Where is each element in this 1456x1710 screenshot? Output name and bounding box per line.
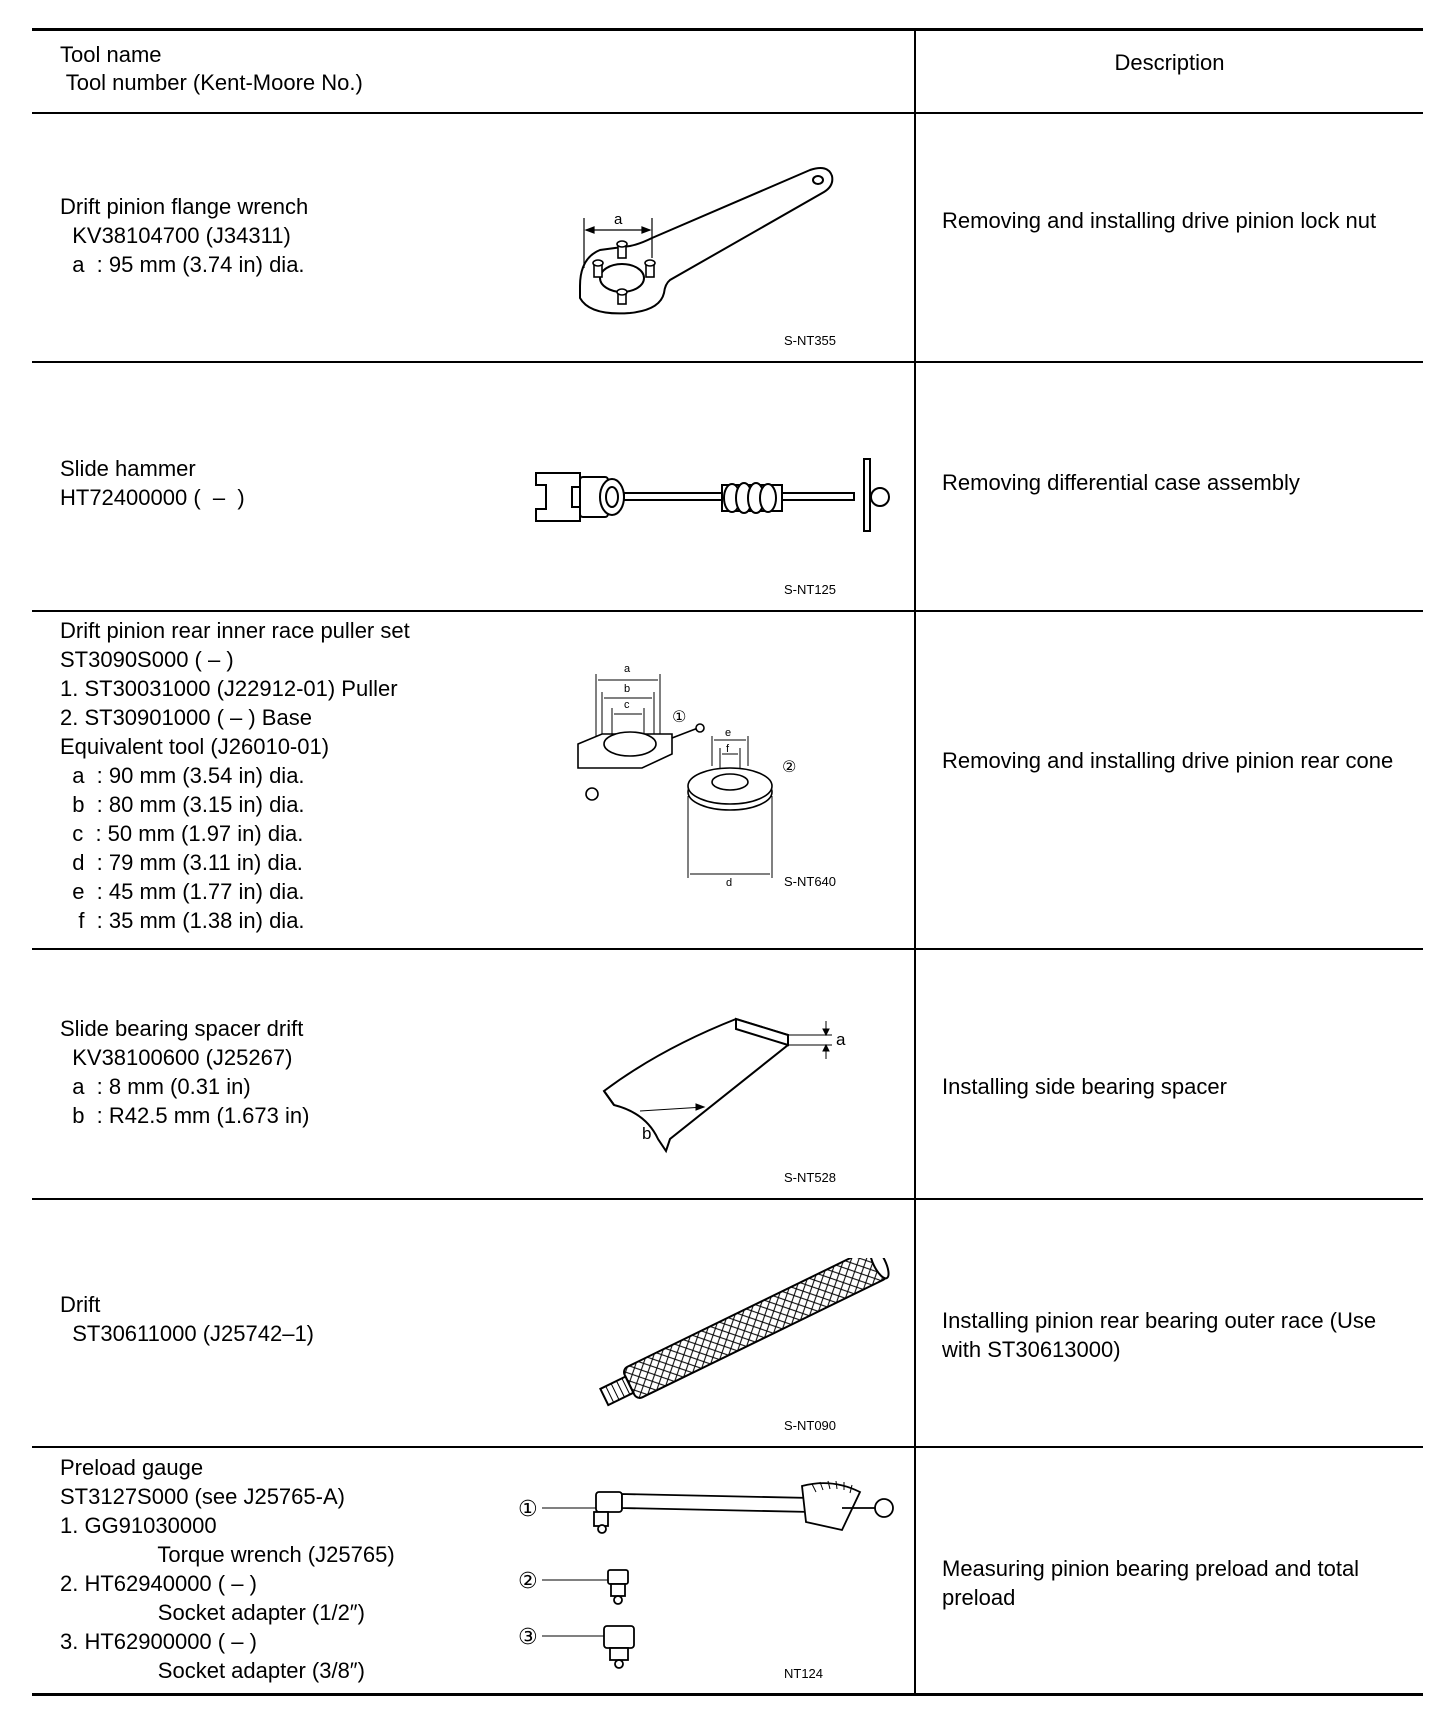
tool-name-line: ST3090S000 ( – ) xyxy=(60,647,234,672)
tool-description: Removing differential case assembly xyxy=(942,470,1300,495)
figure-code: NT124 xyxy=(784,1666,824,1681)
tool-name-line: KV38104700 (J34311) xyxy=(60,223,291,248)
tool-name-line: b : R42.5 mm (1.673 in) xyxy=(60,1103,310,1128)
row-divider xyxy=(32,1198,1423,1200)
figure-code: S-NT090 xyxy=(784,1418,837,1433)
dimension-label: b xyxy=(642,1124,652,1143)
column-divider xyxy=(914,28,916,1696)
tool-description: Measuring pinion bearing preload and total preload xyxy=(942,1556,1360,1610)
callout-marker: ② xyxy=(782,757,797,776)
preload-gauge-illustration xyxy=(512,1468,912,1688)
tool-name-line: Drift xyxy=(60,1292,101,1317)
dimension-label: e xyxy=(725,727,732,739)
tool-name-line: a : 8 mm (0.31 in) xyxy=(60,1074,251,1099)
dimension-label: c xyxy=(624,699,630,711)
dimension-label: b xyxy=(624,683,631,695)
tool-table xyxy=(32,28,1423,1696)
tool-name-line: d : 79 mm (3.11 in) dia. xyxy=(60,850,303,875)
callout-marker: ③ xyxy=(518,1625,538,1650)
tool-name-line: Socket adapter (1/2″) xyxy=(60,1600,365,1625)
tool-name-line: Slide bearing spacer drift xyxy=(60,1016,304,1041)
tool-name-line: 1. GG91030000 xyxy=(60,1513,217,1538)
figure-code: S-NT355 xyxy=(784,333,837,348)
tool-description: Installing side bearing spacer xyxy=(942,1074,1227,1099)
header-description: Description xyxy=(1114,50,1225,75)
row-divider xyxy=(32,610,1423,612)
header-tool-name: Tool name xyxy=(60,42,162,67)
tool-name-line: a : 95 mm (3.74 in) dia. xyxy=(60,252,305,277)
tool-name-line: Preload gauge xyxy=(60,1455,204,1480)
callout-marker: ① xyxy=(672,707,687,726)
tool-name-line: Torque wrench (J25765) xyxy=(60,1542,395,1567)
bearing-spacer-drift-illustration xyxy=(570,1013,870,1163)
dimension-label: d xyxy=(726,877,733,886)
tool-description: Removing and installing drive pinion rear cone xyxy=(942,748,1394,773)
tool-description: Removing and installing drive pinion lock nut xyxy=(942,208,1377,233)
dimension-label: f xyxy=(726,743,730,755)
tool-name-line: b : 80 mm (3.15 in) dia. xyxy=(60,792,305,817)
dimension-label: a xyxy=(836,1030,846,1049)
tool-name-line: Slide hammer xyxy=(60,456,196,481)
tool-name-line: Drift pinion flange wrench xyxy=(60,194,309,219)
drift-illustration xyxy=(580,1258,900,1408)
figure-code: S-NT125 xyxy=(784,582,837,597)
puller-set-illustration xyxy=(572,656,852,886)
row-divider xyxy=(32,361,1423,363)
tool-name-line: a : 90 mm (3.54 in) dia. xyxy=(60,763,305,788)
tool-name-line: ST30611000 (J25742–1) xyxy=(60,1321,314,1346)
dimension-label: a xyxy=(624,663,631,675)
tool-name-line: 2. HT62940000 ( – ) xyxy=(60,1571,257,1596)
tool-name-line: Drift pinion rear inner race puller set xyxy=(60,618,410,643)
slide-hammer-illustration xyxy=(532,453,902,563)
tool-name-line: e : 45 mm (1.77 in) dia. xyxy=(60,879,305,904)
tool-name-line: KV38100600 (J25267) xyxy=(60,1045,293,1070)
tool-description: Installing pinion rear bearing outer race (Use with ST30613000) xyxy=(942,1308,1377,1362)
figure-code: S-NT640 xyxy=(784,874,837,889)
table-top-border xyxy=(32,28,1423,31)
callout-marker: ② xyxy=(518,1569,538,1594)
tool-name-line: Socket adapter (3/8″) xyxy=(60,1658,365,1683)
row-divider xyxy=(32,1446,1423,1448)
tool-name-line: Equivalent tool (J26010-01) xyxy=(60,734,330,759)
tool-name-line: f : 35 mm (1.38 in) dia. xyxy=(60,908,305,933)
tool-name-line: HT72400000 ( – ) xyxy=(60,485,245,510)
tool-name-line: 1. ST30031000 (J22912-01) Puller xyxy=(60,676,398,701)
flange-wrench-illustration xyxy=(570,158,890,338)
row-divider xyxy=(32,948,1423,950)
figure-code: S-NT528 xyxy=(784,1170,837,1185)
tool-name-line: 3. HT62900000 ( – ) xyxy=(60,1629,257,1654)
header-divider xyxy=(32,112,1423,114)
table-bottom-border xyxy=(32,1693,1423,1696)
tool-name-line: c : 50 mm (1.97 in) dia. xyxy=(60,821,304,846)
header-tool-number: Tool number (Kent-Moore No.) xyxy=(60,70,363,95)
tool-name-line: 2. ST30901000 ( – ) Base xyxy=(60,705,312,730)
callout-marker: ① xyxy=(518,1497,538,1522)
tool-name-line: ST3127S000 (see J25765-A) xyxy=(60,1484,345,1509)
dimension-label: a xyxy=(614,211,623,228)
